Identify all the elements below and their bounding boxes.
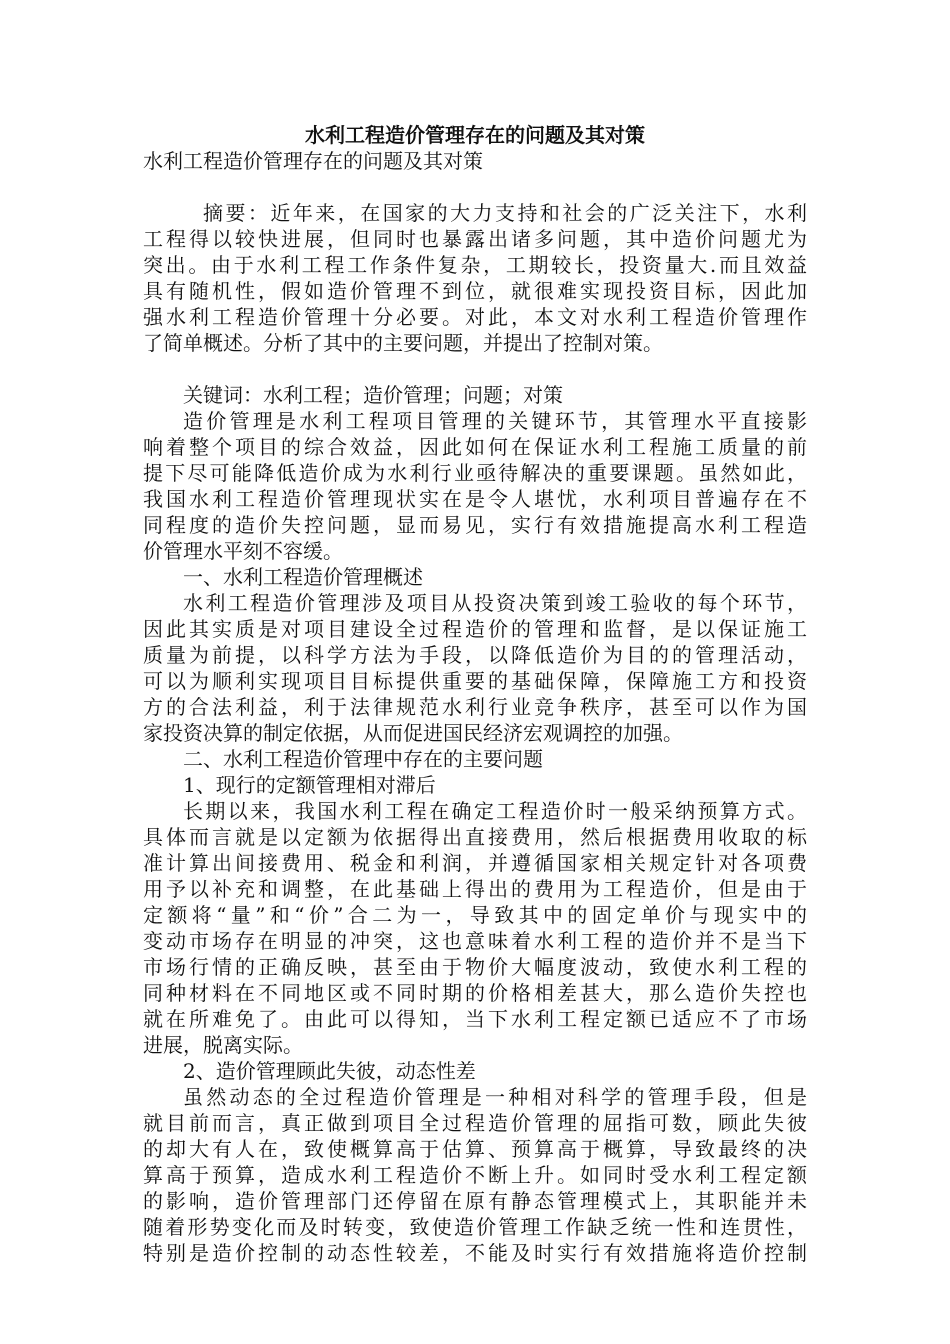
intro-line: 提下尽可能降低造价成为水利行业亟待解决的重要课题。虽然如此， — [143, 461, 807, 485]
document-title: 水利工程造价管理存在的问题及其对策 — [305, 123, 645, 147]
blank-line — [143, 356, 807, 382]
section-1-line: 可以为顺利实现项目目标提供重要的基础保障，保障施工方和投资 — [143, 669, 807, 693]
subsection-1-line: 用予以补充和调整，在此基础上得出的费用为工程造价，但是由于 — [143, 877, 807, 901]
subsection-1-line: 准计算出间接费用、税金和利润，并遵循国家相关规定针对各项费 — [143, 851, 807, 875]
subsection-2-heading — [143, 1058, 807, 1084]
subsection-2-line: 就目前而言，真正做到项目全过程造价管理的屈指可数，顾此失彼 — [143, 1111, 807, 1135]
section-1-line: 质量为前提，以科学方法为手段，以降低造价为目的的管理活动， — [143, 643, 807, 667]
heading-line: 2、造价管理顾此失彼，动态性差 — [183, 1059, 476, 1083]
subsection-1-line: 同种材料在不同地区或不同时期的价格相差甚大，那么造价失控也 — [143, 981, 807, 1005]
subsection-1-heading — [143, 772, 807, 798]
subsection-2-line: 的却大有人在，致使概算高于估算、预算高于概算，导致最终的决 — [143, 1137, 807, 1161]
abstract-line: 了简单概述。分析了其中的主要问题，并提出了控制对策。 — [143, 331, 663, 355]
document-subtitle: 水利工程造价管理存在的问题及其对策 — [143, 149, 483, 173]
abstract-line: 强水利工程造价管理十分必要。对此，本文对水利工程造价管理作 — [143, 305, 807, 329]
subsection-2-line: 算高于预算，造成水利工程造价不断上升。如同时受水利工程定额 — [143, 1163, 807, 1187]
section-2-heading — [143, 746, 807, 772]
abstract-paragraph — [143, 200, 807, 356]
subsection-1-line: 就在所难免了。由此可以得知，当下水利工程定额已适应不了市场 — [143, 1007, 807, 1031]
keywords-paragraph — [143, 382, 807, 408]
section-1-heading — [143, 564, 807, 590]
intro-paragraph — [143, 408, 807, 564]
keywords-line: 关键词：水利工程；造价管理；问题；对策 — [183, 383, 563, 407]
section-1-line: 家投资决算的制定依据，从而促进国民经济宏观调控的加强。 — [143, 721, 683, 745]
heading-line: 二、水利工程造价管理中存在的主要问题 — [183, 747, 543, 771]
subsection-2-line: 虽然动态的全过程造价管理是一种相对科学的管理手段，但是 — [183, 1085, 807, 1109]
subsection-1-line: 定额将“量”和“价”合二为一，导致其中的固定单价与现实中的 — [143, 903, 807, 927]
subsection-1-line: 具体而言就是以定额为依据得出直接费用，然后根据费用收取的标 — [143, 825, 807, 849]
intro-line: 造价管理是水利工程项目管理的关键环节，其管理水平直接影 — [183, 409, 807, 433]
abstract-line: 突出。由于水利工程工作条件复杂，工期较长，投资量大.而且效益 — [143, 253, 807, 277]
subsection-1-line: 变动市场存在明显的冲突，这也意味着水利工程的造价并不是当下 — [143, 929, 807, 953]
subsection-2-paragraph — [143, 1084, 807, 1266]
subsection-2-line: 随着形势变化而及时转变，致使造价管理工作缺乏统一性和连贯性， — [143, 1215, 807, 1239]
heading-line: 1、现行的定额管理相对滞后 — [183, 773, 436, 797]
intro-line: 我国水利工程造价管理现状实在是令人堪忧，水利项目普遍存在不 — [143, 487, 807, 511]
subsection-1-line: 市场行情的正确反映，甚至由于物价大幅度波动，致使水利工程的 — [143, 955, 807, 979]
document-body — [143, 122, 807, 1266]
abstract-line: 摘要：近年来，在国家的大力支持和社会的广泛关注下，水利 — [203, 201, 807, 225]
subsection-2-line: 特别是造价控制的动态性较差，不能及时实行有效措施将造价控制 — [143, 1241, 807, 1265]
section-1-paragraph — [143, 590, 807, 746]
section-1-line: 因此其实质是对项目建设全过程造价的管理和监督，是以保证施工 — [143, 617, 807, 641]
intro-line: 响着整个项目的综合效益，因此如何在保证水利工程施工质量的前 — [143, 435, 807, 459]
abstract-line: 具有随机性，假如造价管理不到位，就很难实现投资目标，因此加 — [143, 279, 807, 303]
intro-line: 价管理水平刻不容缓。 — [143, 539, 343, 563]
intro-line: 同程度的造价失控问题，显而易见，实行有效措施提高水利工程造 — [143, 513, 807, 537]
section-1-line: 水利工程造价管理涉及项目从投资决策到竣工验收的每个环节， — [183, 591, 807, 615]
heading-line: 一、水利工程造价管理概述 — [183, 565, 423, 589]
subsection-1-line: 进展，脱离实际。 — [143, 1033, 303, 1057]
subsection-2-line: 的影响，造价管理部门还停留在原有静态管理模式上，其职能并未 — [143, 1189, 807, 1213]
subsection-1-line: 长期以来，我国水利工程在确定工程造价时一般采纳预算方式。 — [183, 799, 807, 823]
blank-line — [143, 174, 807, 200]
abstract-line: 工程得以较快进展，但同时也暴露出诸多问题，其中造价问题尤为 — [143, 227, 807, 251]
subsection-1-paragraph — [143, 798, 807, 1058]
section-1-line: 方的合法利益，利于法律规范水利行业竞争秩序，甚至可以作为国 — [143, 695, 807, 719]
